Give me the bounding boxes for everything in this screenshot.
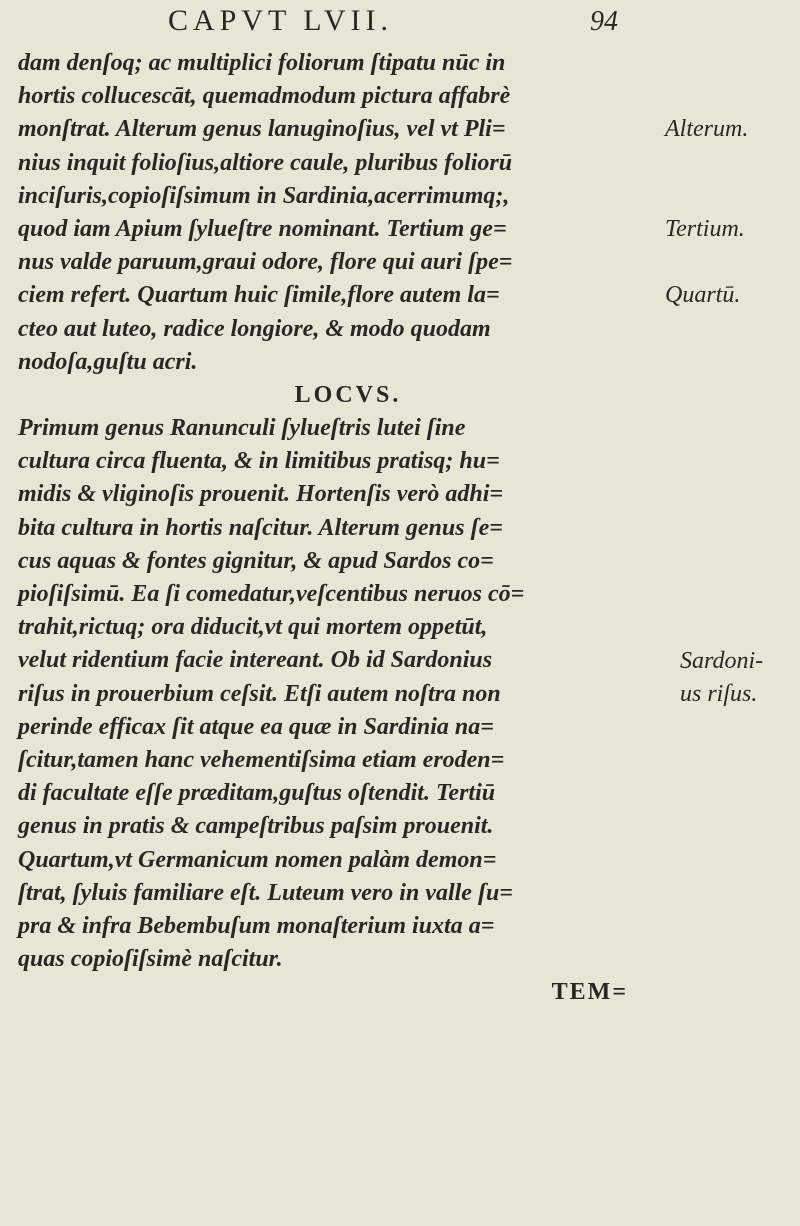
marginal-note: Tertium. — [665, 216, 745, 242]
text-line: hortis collucescāt, quemadmodum pictura affabrè — [18, 83, 511, 110]
text-line: bita cultura in hortis naſcitur. Alterum genus ſe= — [18, 514, 503, 541]
text-line: pra & infra Bebembuſum monaſterium iuxta a= — [18, 912, 495, 939]
text-line: nius inquit folioſius,altiore caule, pluribus foliorū — [18, 149, 513, 176]
page-number: 94 — [590, 6, 618, 37]
text-line: ciem refert. Quartum huic ſimile,flore autem la= — [18, 282, 500, 309]
text-line: Quartum,vt Germanicum nomen palàm demon= — [18, 846, 497, 873]
page-header — [0, 4, 800, 44]
text-line: velut ridentium facie intereant. Ob id Sardonius — [18, 647, 493, 674]
text-line: monſtrat. Alterum genus lanuginoſius, vel vt Pli= — [18, 116, 506, 143]
text-line: ſcitur,tamen hanc vehementiſsima etiam eroden= — [18, 746, 505, 773]
text-line: nodoſa,guſtu acri. — [18, 348, 198, 375]
marginal-note: Alterum. — [665, 116, 749, 143]
text-line: ſtrat, ſyluis familiare eſt. Luteum vero in valle ſu= — [18, 879, 513, 906]
text-line: di facultate eſſe præditam,guſtus oſtendit. Tertiū — [18, 780, 496, 807]
text-line: quas copioſiſsimè naſcitur. — [18, 946, 283, 973]
section-heading: LOCVS. — [294, 381, 402, 408]
catchword: TEM= — [551, 979, 628, 1006]
text-line: midis & vliginoſis prouenit. Hortenſis verò adhi= — [18, 481, 504, 508]
body-text — [18, 47, 638, 1009]
text-line: Primum genus Ranunculi ſylueſtris lutei ſine — [18, 415, 466, 442]
text-line: dam denſoq; ac multiplici foliorum ſtipatu nūc in — [18, 50, 506, 76]
text-line: trahit,rictuq; ora diducit,vt qui mortem oppetūt, — [18, 614, 488, 641]
text-line: cteo aut luteo, radice longiore, & modo quodam — [18, 315, 491, 342]
text-line: quod iam Apium ſylueſtre nominant. Tertium ge= — [18, 215, 507, 242]
text-line: genus in pratis & campeſtribus paſsim prouenit. — [18, 813, 494, 840]
text-line: cus aquas & fontes gignitur, & apud Sardos co= — [18, 547, 494, 574]
marginal-note: Quartū. — [665, 282, 741, 309]
text-line: pioſiſsimū. Ea ſi comedatur,veſcentibus neruos cō= — [18, 581, 525, 607]
text-line: perinde efficax ſit atque ea quæ in Sardinia na= — [18, 713, 494, 740]
text-line: cultura circa fluenta, & in limitibus pratisq; hu= — [18, 448, 500, 475]
text-line: inciſuris,copioſiſsimum in Sardinia,acerrimumq;, — [18, 182, 510, 209]
marginal-note: Sardoni- — [680, 647, 764, 674]
text-line: nus valde paruum,graui odore, flore qui auri ſpe= — [18, 249, 513, 276]
running-head: CAPVT LVII. — [168, 4, 394, 37]
text-line: riſus in prouerbium ceſsit. Etſi autem noſtra non — [18, 680, 501, 707]
marginal-note: us riſus. — [680, 680, 758, 707]
